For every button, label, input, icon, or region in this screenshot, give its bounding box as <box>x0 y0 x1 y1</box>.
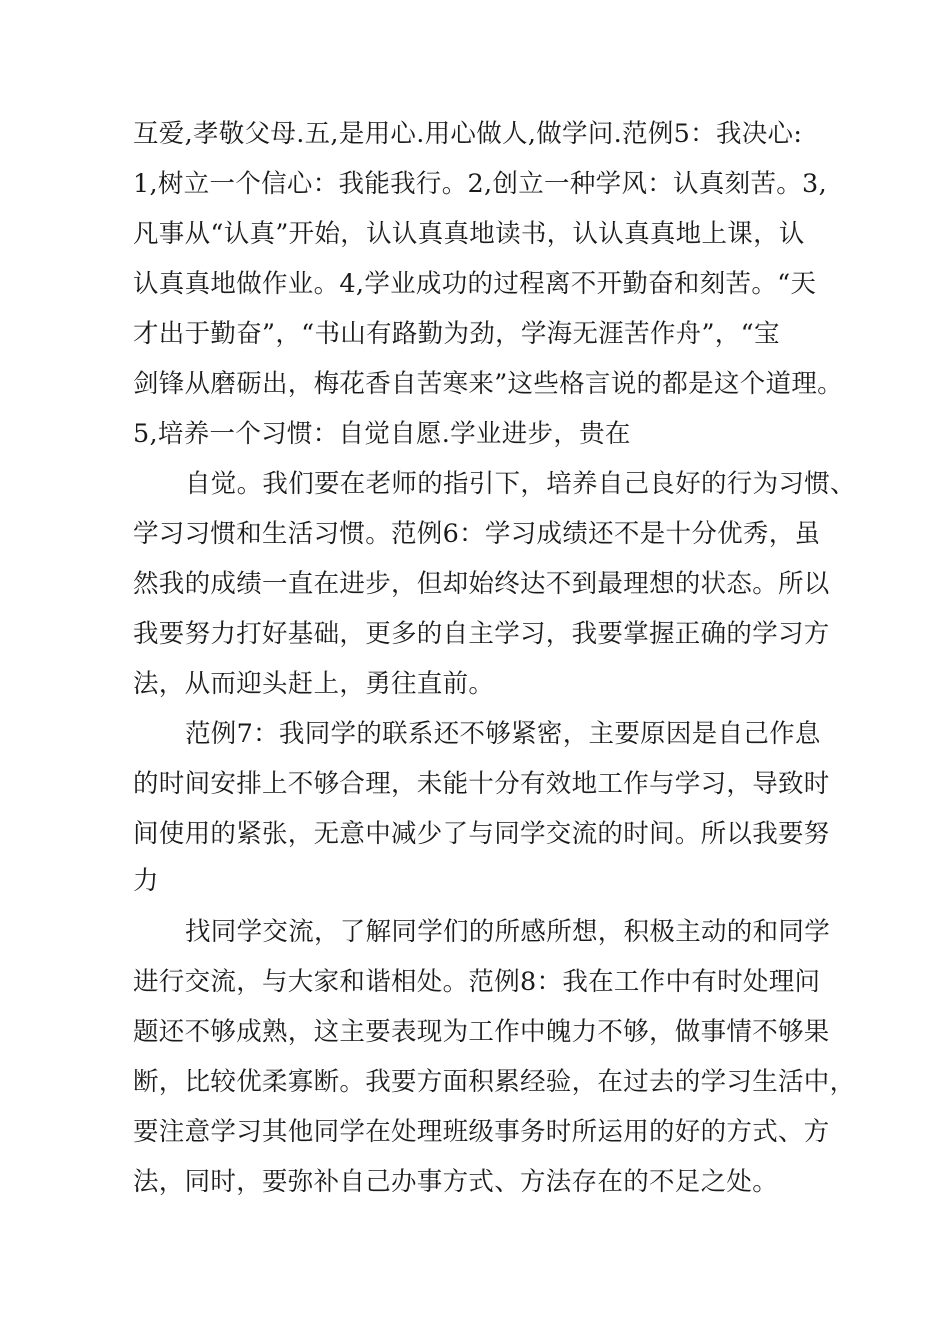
text-line: 认真真地做作业。4,学业成功的过程离不开勤奋和刻苦。“天 <box>133 269 817 299</box>
text-line: 1,树立一个信心：我能我行。2,创立一种学风：认真刻苦。3, <box>133 169 827 199</box>
paragraph-start-line: 自觉。我们要在老师的指引下，培养自己良好的行为习惯、 <box>185 469 856 499</box>
text-line: 然我的成绩一直在进步，但却始终达不到最理想的状态。所以 <box>133 569 830 599</box>
text-line: 互爱,孝敬父母.五,是用心.用心做人,做学问.范例5：我决心: <box>133 119 803 149</box>
text-line: 进行交流，与大家和谐相处。范例8：我在工作中有时处理问 <box>133 967 821 997</box>
text-line: 要注意学习其他同学在处理班级事务时所运用的好的方式、方 <box>133 1117 830 1147</box>
text-line: 我要努力打好基础，更多的自主学习，我要掌握正确的学习方 <box>133 619 830 649</box>
text-line: 法，同时，要弥补自己办事方式、方法存在的不足之处。 <box>133 1167 779 1197</box>
text-line: 法，从而迎头赶上，勇往直前。 <box>133 669 495 699</box>
text-line: 5,培养一个习惯：自觉自愿.学业进步，贵在 <box>133 419 631 449</box>
text-line: 才出于勤奋”，“书山有路勤为劲，学海无涯苦作舟”，“宝 <box>133 319 780 349</box>
paragraph-start-line: 找同学交流，了解同学们的所感所想，积极主动的和同学 <box>185 917 831 947</box>
text-line: 力 <box>133 866 159 896</box>
text-line: 剑锋从磨砺出，梅花香自苦寒来”这些格言说的都是这个道理。 <box>133 369 843 399</box>
text-line: 凡事从“认真”开始，认认真真地读书，认认真真地上课，认 <box>133 219 805 249</box>
text-line: 的时间安排上不够合理，未能十分有效地工作与学习，导致时 <box>133 769 830 799</box>
text-line: 断，比较优柔寡断。我要方面积累经验，在过去的学习生活中， <box>133 1067 856 1097</box>
text-line: 间使用的紧张，无意中减少了与同学交流的时间。所以我要努 <box>133 819 830 849</box>
paragraph-start-line: 范例7：我同学的联系还不够紧密，主要原因是自己作息 <box>185 719 821 749</box>
text-line: 题还不够成熟，这主要表现为工作中魄力不够，做事情不够果 <box>133 1017 830 1047</box>
text-line: 学习习惯和生活习惯。范例6：学习成绩还不是十分优秀，虽 <box>133 519 821 549</box>
